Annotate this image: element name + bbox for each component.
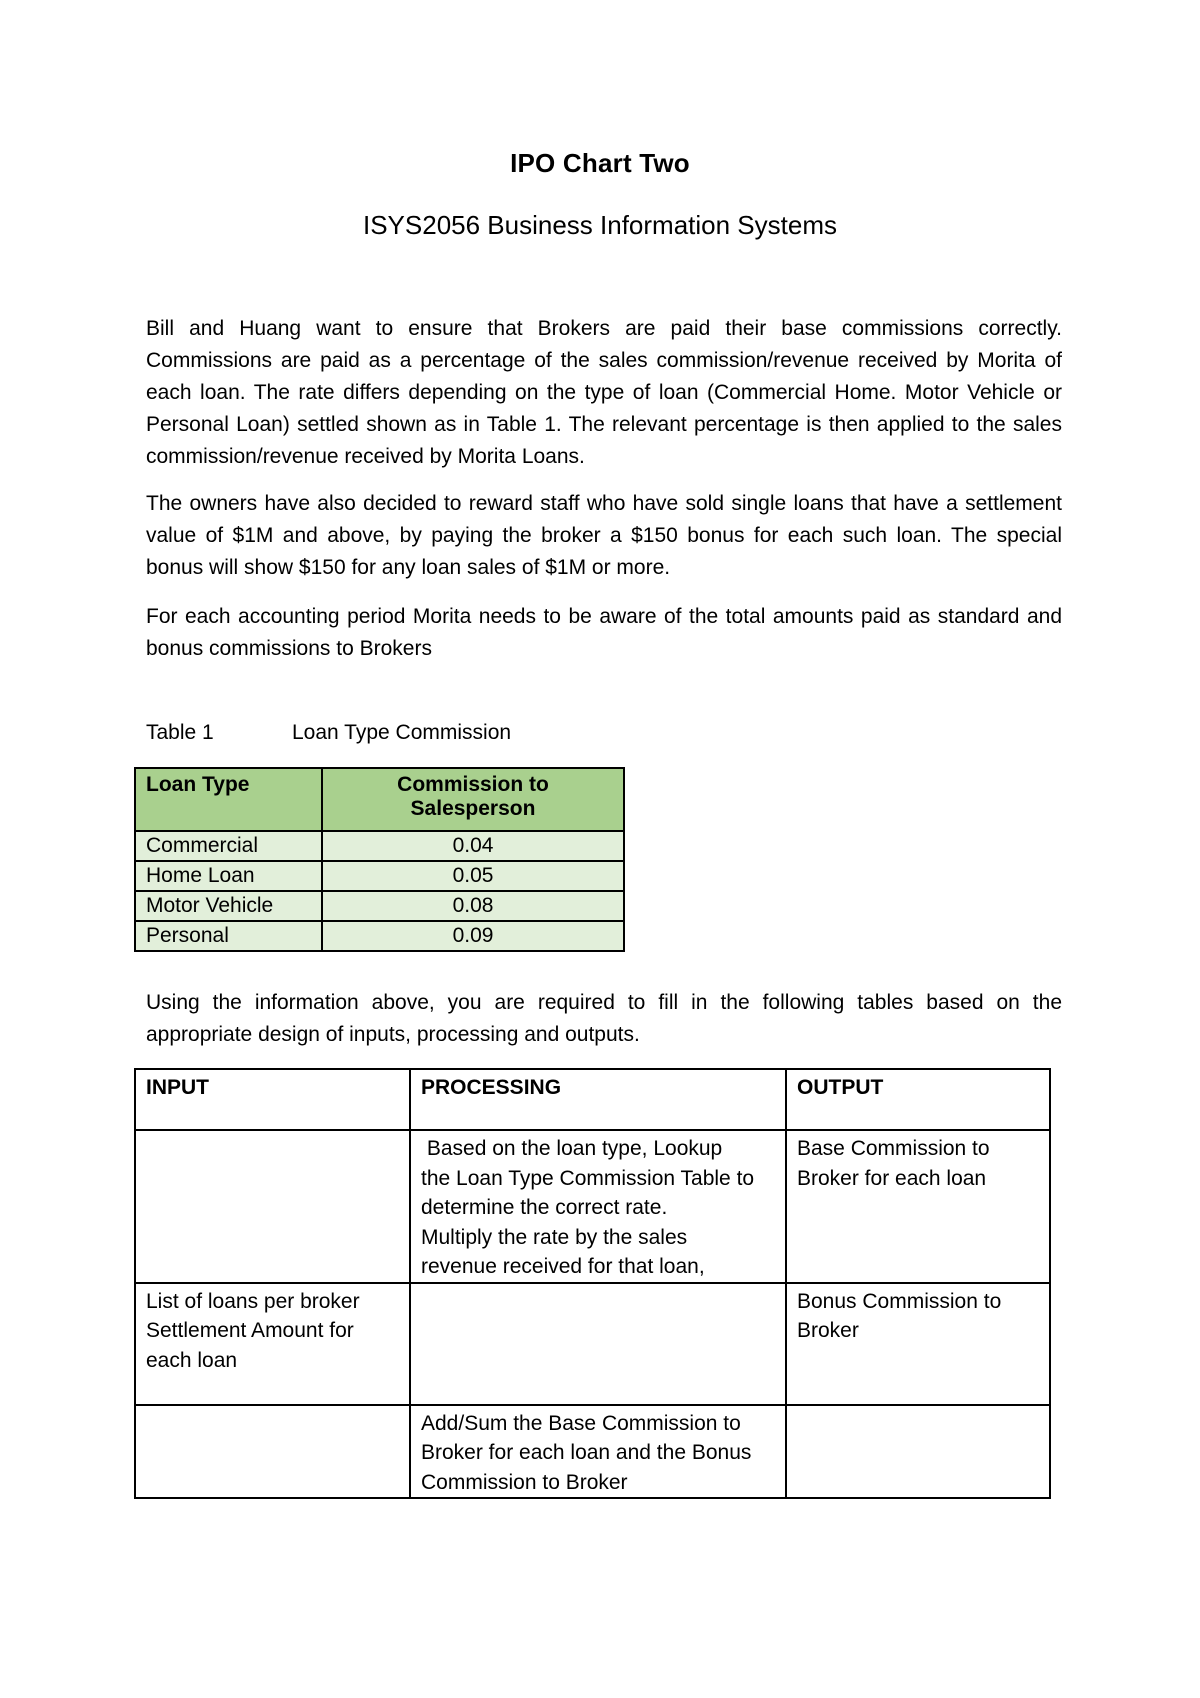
commission-rate-cell: 0.09 xyxy=(322,921,624,951)
commission-rate-cell: 0.08 xyxy=(322,891,624,921)
ipo-output-cell xyxy=(786,1405,1050,1499)
page-subtitle: ISYS2056 Business Information Systems xyxy=(362,210,837,240)
table-row xyxy=(135,1405,1050,1499)
loan-type-cell: Commercial xyxy=(135,831,322,861)
cell-line: Broker xyxy=(797,1319,859,1342)
cell-line: Broker for each loan and the Bonus xyxy=(421,1441,752,1464)
table-row xyxy=(135,1130,1050,1283)
cell-line: determine the correct rate. xyxy=(421,1196,668,1219)
ipo-output-cell xyxy=(786,1130,1050,1283)
ipo-header-input: INPUT xyxy=(135,1069,410,1130)
table1-header-commission: Commission to Salesperson xyxy=(322,768,624,831)
commission-rate-cell: 0.05 xyxy=(322,861,624,891)
table-row xyxy=(135,921,624,951)
cell-line: Bonus Commission to xyxy=(797,1289,1002,1313)
ipo-processing-cell xyxy=(410,1283,786,1405)
loan-type-cell: Home Loan xyxy=(135,861,322,891)
ipo-input-cell xyxy=(135,1283,410,1405)
loan-type-cell: Motor Vehicle xyxy=(135,891,322,921)
ipo-processing-cell xyxy=(410,1130,786,1283)
cell-line: revenue received for that loan, xyxy=(421,1255,705,1278)
cell-line: the Loan Type Commission Table to xyxy=(421,1166,755,1190)
table1-header-loan-type: Loan Type xyxy=(135,768,322,831)
table-row xyxy=(135,831,624,861)
loan-type-cell: Personal xyxy=(135,921,322,951)
loan-type-commission-table xyxy=(134,767,625,952)
cell-line: Settlement Amount for xyxy=(146,1319,354,1342)
cell-line: Multiply the rate by the sales xyxy=(421,1225,688,1249)
table1-caption: Loan Type Commission xyxy=(292,721,512,744)
cell-line: List of loans per broker xyxy=(146,1289,360,1313)
paragraph-bonus: The owners have also decided to reward staff who have sold single loans that have a settlement value of $1M and above, by paying the broker a $150 bonus for each such loan. The special bonus will show $150 for any loan sales of $1M or more. xyxy=(146,492,1062,579)
paragraph-instruction: Using the information above, you are required to fill in the following tables based on the appropriate design of inputs, processing and outputs. xyxy=(146,991,1062,1046)
page-title: IPO Chart Two xyxy=(510,148,690,178)
cell-line: Based on the loan type, Lookup xyxy=(421,1137,723,1160)
cell-line: Add/Sum the Base Commission to xyxy=(421,1411,741,1435)
ipo-input-cell xyxy=(135,1130,410,1283)
commission-rate-cell: 0.04 xyxy=(322,831,624,861)
cell-line: each loan xyxy=(146,1348,238,1372)
ipo-input-cell xyxy=(135,1405,410,1499)
cell-line: Broker for each loan xyxy=(797,1166,987,1190)
table-row xyxy=(135,861,624,891)
table-row xyxy=(135,1283,1050,1405)
table1-label: Table 1 xyxy=(146,721,214,744)
ipo-header-output: OUTPUT xyxy=(786,1069,1050,1130)
paragraph-commissions: Bill and Huang want to ensure that Brokers are paid their base commissions correctly. Commissions are paid as a percentage of the sales commission/revenue received by Morita of each loan. The rate differs depending on the type of loan (Commercial Home. Motor Vehicle or Personal Loan) settled shown as in Table 1. The relevant percentage is then applied to the sales commission/revenue received by Morita Loans. xyxy=(146,317,1062,468)
ipo-chart-table xyxy=(134,1068,1051,1499)
ipo-processing-cell xyxy=(410,1405,786,1499)
paragraph-accounting-period: For each accounting period Morita needs to be aware of the total amounts paid as standard and bonus commissions to Brokers xyxy=(146,605,1062,660)
cell-line: Commission to Broker xyxy=(421,1470,628,1494)
table-row xyxy=(135,891,624,921)
ipo-output-cell xyxy=(786,1283,1050,1405)
cell-line: Base Commission to xyxy=(797,1137,990,1160)
ipo-header-processing: PROCESSING xyxy=(410,1069,786,1130)
